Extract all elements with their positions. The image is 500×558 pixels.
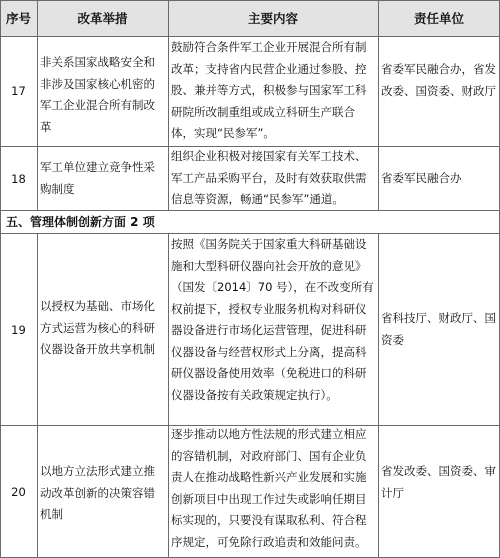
header-content: 主要内容 [247,11,298,26]
grid-line [0,210,500,211]
row-number: 17 [11,84,26,98]
grid-line [378,233,379,558]
grid-line [37,0,38,210]
grid-line [0,146,500,147]
grid-line [0,233,500,234]
row-unit: 省发改委、国资委、审计厅 [381,464,496,500]
grid-line [168,233,169,558]
grid-line [0,0,500,1]
row-number: 18 [11,171,26,186]
header-measure: 改革举措 [77,11,128,26]
row-content: 组织企业积极对接国家有关军工技术、军工产品采购平台，及时有效获取供需信息等资源，畅通“民参军”通道。 [171,149,367,206]
grid-line [0,425,500,426]
grid-line [37,233,38,558]
row-measure: 非关系国家战略安全和非涉及国家核心机密的军工企业混合所有制改革 [40,55,155,134]
header-unit: 责任单位 [413,11,464,26]
grid-line [168,0,169,210]
row-number: 20 [11,485,26,499]
row-unit: 省委军民融合办，省发改委、国资委、财政厅 [381,62,496,98]
header-number: 序号 [5,11,31,26]
row-measure: 军工单位建立竞争性采购制度 [40,160,155,196]
row-unit: 省委军民融合办 [381,171,462,185]
row-content: 鼓励符合条件军工企业开展混合所有制改革；支持省内民营企业通过参股、控股、兼并等方式，积极参与国家军工科研院所改制重组或成立科研生产联合体，实现“民参军”。 [171,40,367,140]
row-content: 按照《国务院关于国家重大科研基础设施和大型科研仪器向社会开放的意见》（国发〔2014〕70 号），在不改变所有权前提下，授权专业服务机构对科研仪器设备进行市场化运营管理，促进科研仪器设备与经营权形式上分离，提高科研仪器设备使用效率（免税进口的科研仪器设备按有关政策规定执行）。 [171,237,374,402]
grid-line [0,0,1,558]
section-title: 五、管理体制创新方面 2 项 [6,215,155,229]
row-content: 逐步推动以地方性法规的形式建立相应的容错机制，对政府部门、国有企业负责人在推动战略性新兴产业发展和实施创新项目中出现工作过失或影响任期目标实现的，只要没有谋取私利、符合程序规定，可免除行政追责和效能问责。 [171,427,367,549]
grid-line [378,0,379,210]
row-measure: 以地方立法形式建立推动改革创新的决策容错机制 [40,464,155,521]
row-number: 19 [11,322,26,337]
grid-line [0,36,500,37]
row-unit: 省科技厅、财政厅、国资委 [381,311,496,347]
row-measure: 以授权为基础、市场化方式运营为核心的科研仪器设备开放共享机制 [40,299,155,356]
